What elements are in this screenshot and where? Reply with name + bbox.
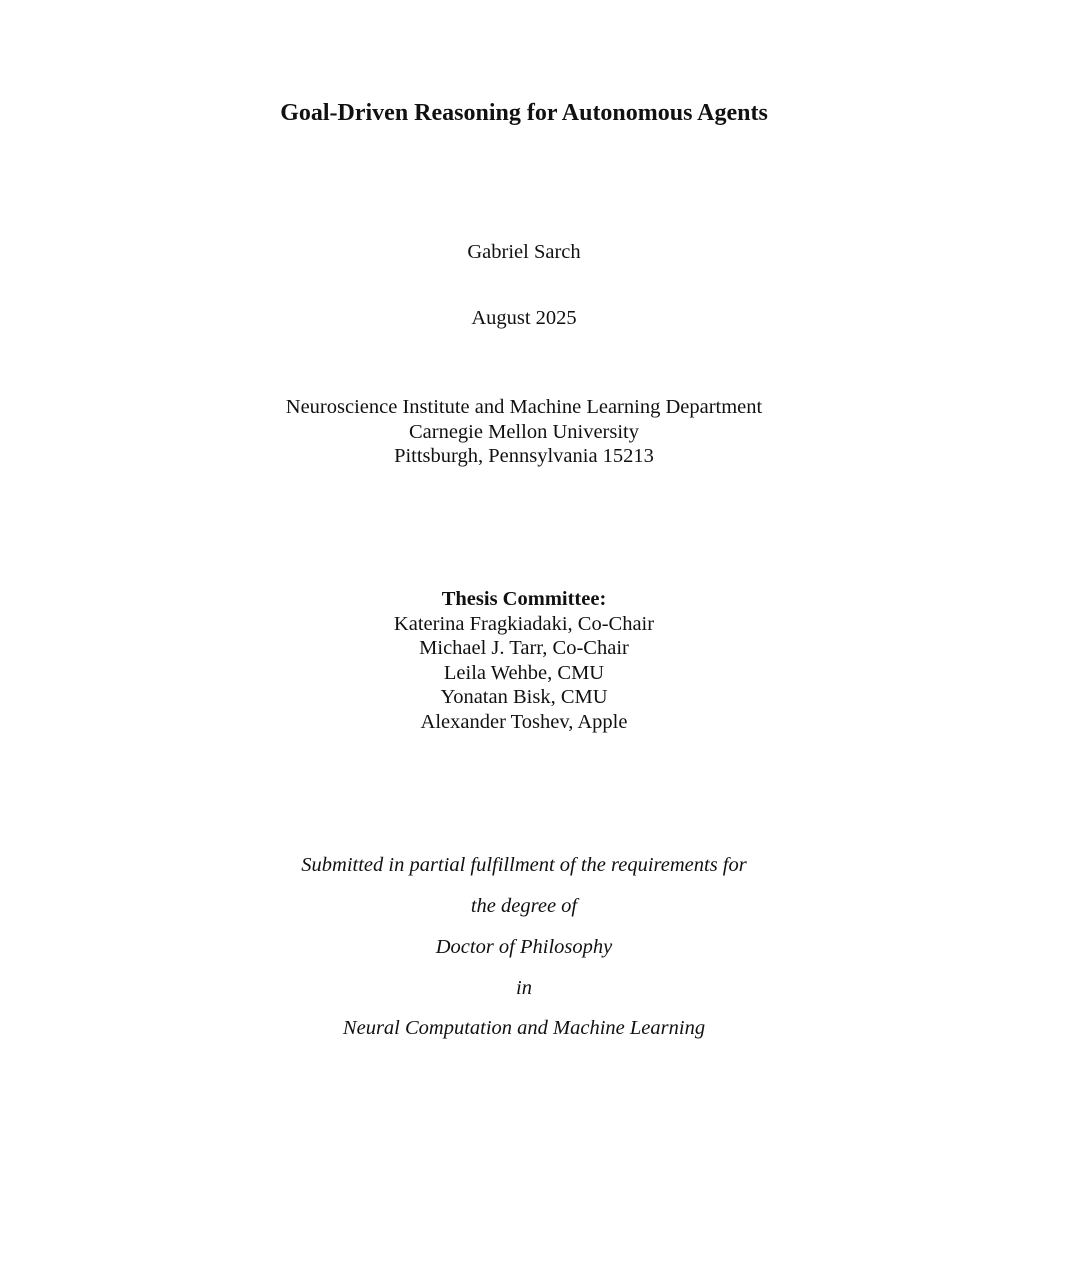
committee-member: Katerina Fragkiadaki, Co-Chair [393,613,655,635]
committee-member: Leila Wehbe, CMU [443,662,605,684]
affiliation-line: Carnegie Mellon University [408,421,639,443]
submission-line: Submitted in partial fulfillment of the requirements for [301,854,747,876]
committee-member: Michael J. Tarr, Co-Chair [419,637,629,659]
committee-heading: Thesis Committee: [441,588,607,610]
date: August 2025 [471,307,577,329]
author: Gabriel Sarch [467,241,581,263]
program-name: Neural Computation and Machine Learning [342,1017,706,1039]
submission-line: the degree of [470,895,578,917]
degree-name: Doctor of Philosophy [435,936,613,958]
committee-member: Yonatan Bisk, CMU [440,686,608,708]
affiliation-line: Pittsburgh, Pennsylvania 15213 [394,445,654,467]
thesis-title: Goal-Driven Reasoning for Autonomous Agents [280,100,768,126]
affiliation-line: Neuroscience Institute and Machine Learning Department [285,396,763,418]
committee-member: Alexander Toshev, Apple [420,711,628,733]
submission-line: in [516,977,532,999]
